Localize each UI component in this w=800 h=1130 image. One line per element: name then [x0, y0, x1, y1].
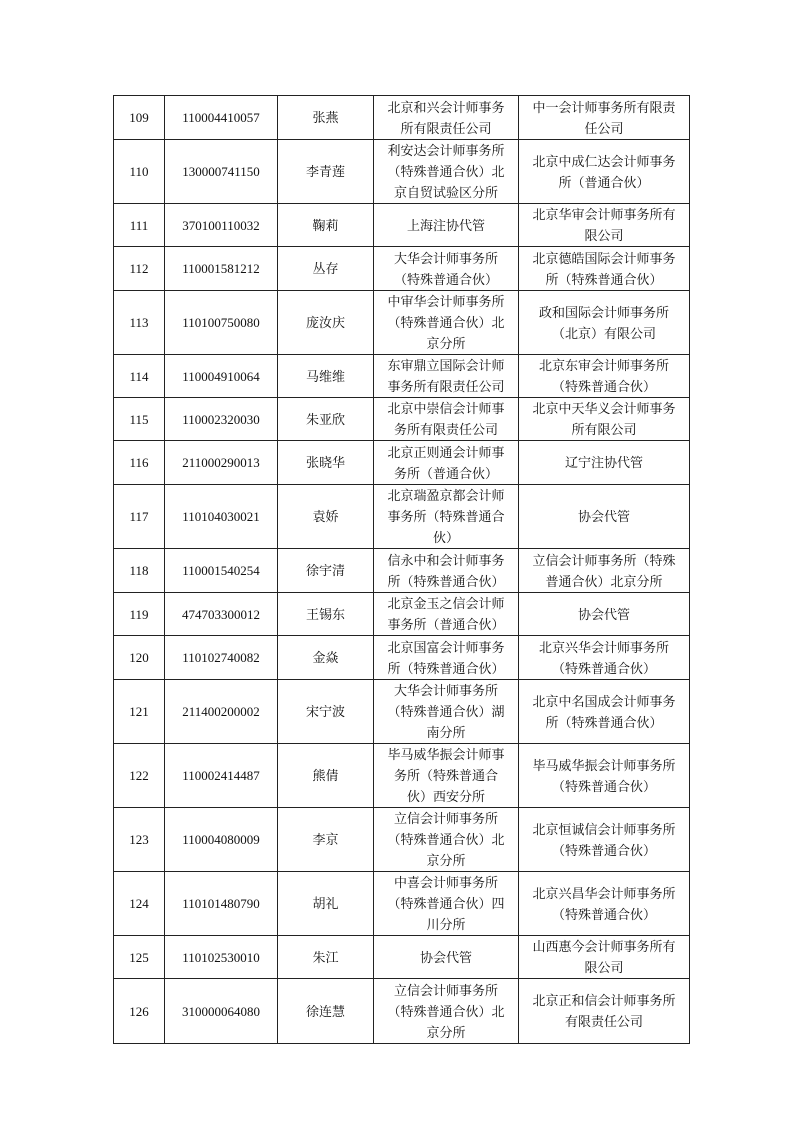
to-firm-cell: 立信会计师事务所（特殊普通合伙）北京分所: [519, 549, 690, 593]
table-body: [114, 96, 690, 1044]
person-name-cell: 鞠莉: [278, 204, 374, 247]
from-firm-cell: 大华会计师事务所（特殊普通合伙）: [374, 247, 519, 291]
table-row: [114, 441, 690, 485]
person-name-cell: 熊倩: [278, 744, 374, 808]
to-firm-cell: 协会代管: [519, 593, 690, 636]
row-number-cell: 112: [114, 247, 165, 291]
table-row: [114, 680, 690, 744]
person-name-cell: 马维维: [278, 355, 374, 398]
table-row: [114, 872, 690, 936]
row-number-cell: 124: [114, 872, 165, 936]
to-firm-cell: 辽宁注协代管: [519, 441, 690, 485]
certificate-number-cell: 211000290013: [165, 441, 278, 485]
to-firm-cell: 北京恒诚信会计师事务所（特殊普通合伙）: [519, 808, 690, 872]
row-number-cell: 123: [114, 808, 165, 872]
table-row: [114, 593, 690, 636]
row-number-cell: 125: [114, 936, 165, 979]
certificate-number-cell: 110004410057: [165, 96, 278, 140]
table-row: [114, 936, 690, 979]
person-name-cell: 袁娇: [278, 485, 374, 549]
from-firm-cell: 立信会计师事务所（特殊普通合伙）北京分所: [374, 979, 519, 1044]
person-name-cell: 王锡东: [278, 593, 374, 636]
person-name-cell: 丛存: [278, 247, 374, 291]
table-row: [114, 204, 690, 247]
row-number-cell: 126: [114, 979, 165, 1044]
certificate-number-cell: 110102530010: [165, 936, 278, 979]
from-firm-cell: 利安达会计师事务所（特殊普通合伙）北京自贸试验区分所: [374, 140, 519, 204]
to-firm-cell: 山西惠今会计师事务所有限公司: [519, 936, 690, 979]
certificate-number-cell: 370100110032: [165, 204, 278, 247]
to-firm-cell: 北京华审会计师事务所有限公司: [519, 204, 690, 247]
certificate-number-cell: 110004910064: [165, 355, 278, 398]
to-firm-cell: 毕马威华振会计师事务所（特殊普通合伙）: [519, 744, 690, 808]
person-name-cell: 张燕: [278, 96, 374, 140]
table-row: [114, 355, 690, 398]
table-row: [114, 485, 690, 549]
to-firm-cell: 北京中名国成会计师事务所（特殊普通合伙）: [519, 680, 690, 744]
table-row: [114, 549, 690, 593]
from-firm-cell: 北京和兴会计师事务所有限责任公司: [374, 96, 519, 140]
certificate-number-cell: 110101480790: [165, 872, 278, 936]
from-firm-cell: 中审华会计师事务所（特殊普通合伙）北京分所: [374, 291, 519, 355]
row-number-cell: 111: [114, 204, 165, 247]
from-firm-cell: 协会代管: [374, 936, 519, 979]
from-firm-cell: 中喜会计师事务所（特殊普通合伙）四川分所: [374, 872, 519, 936]
certificate-number-cell: 211400200002: [165, 680, 278, 744]
certificate-number-cell: 110001581212: [165, 247, 278, 291]
person-name-cell: 李青莲: [278, 140, 374, 204]
table-row: [114, 808, 690, 872]
row-number-cell: 115: [114, 398, 165, 441]
person-name-cell: 胡礼: [278, 872, 374, 936]
row-number-cell: 121: [114, 680, 165, 744]
to-firm-cell: 北京东审会计师事务所（特殊普通合伙）: [519, 355, 690, 398]
certificate-number-cell: 110004080009: [165, 808, 278, 872]
person-name-cell: 金焱: [278, 636, 374, 680]
person-name-cell: 张晓华: [278, 441, 374, 485]
table-row: [114, 979, 690, 1044]
person-name-cell: 李京: [278, 808, 374, 872]
row-number-cell: 120: [114, 636, 165, 680]
table-row: [114, 247, 690, 291]
certificate-number-cell: 310000064080: [165, 979, 278, 1044]
to-firm-cell: 北京中成仁达会计师事务所（普通合伙）: [519, 140, 690, 204]
from-firm-cell: 立信会计师事务所（特殊普通合伙）北京分所: [374, 808, 519, 872]
to-firm-cell: 北京正和信会计师事务所有限责任公司: [519, 979, 690, 1044]
from-firm-cell: 北京金玉之信会计师事务所（普通合伙）: [374, 593, 519, 636]
row-number-cell: 119: [114, 593, 165, 636]
row-number-cell: 118: [114, 549, 165, 593]
person-name-cell: 徐连慧: [278, 979, 374, 1044]
from-firm-cell: 北京中崇信会计师事务所有限责任公司: [374, 398, 519, 441]
table-row: [114, 636, 690, 680]
table-row: [114, 744, 690, 808]
row-number-cell: 114: [114, 355, 165, 398]
row-number-cell: 110: [114, 140, 165, 204]
to-firm-cell: 中一会计师事务所有限责任公司: [519, 96, 690, 140]
certificate-number-cell: 130000741150: [165, 140, 278, 204]
from-firm-cell: 上海注协代管: [374, 204, 519, 247]
to-firm-cell: 北京德皓国际会计师事务所（特殊普通合伙）: [519, 247, 690, 291]
from-firm-cell: 东审鼎立国际会计师事务所有限责任公司: [374, 355, 519, 398]
person-name-cell: 朱江: [278, 936, 374, 979]
from-firm-cell: 大华会计师事务所（特殊普通合伙）湖南分所: [374, 680, 519, 744]
table-row: [114, 96, 690, 140]
certificate-number-cell: 110001540254: [165, 549, 278, 593]
to-firm-cell: 北京中天华义会计师事务所有限公司: [519, 398, 690, 441]
row-number-cell: 117: [114, 485, 165, 549]
table-row: [114, 291, 690, 355]
to-firm-cell: 协会代管: [519, 485, 690, 549]
row-number-cell: 113: [114, 291, 165, 355]
certificate-number-cell: 110104030021: [165, 485, 278, 549]
table-row: [114, 398, 690, 441]
person-name-cell: 庞汝庆: [278, 291, 374, 355]
from-firm-cell: 信永中和会计师事务所（特殊普通合伙）: [374, 549, 519, 593]
certificate-number-cell: 110102740082: [165, 636, 278, 680]
person-name-cell: 宋宁波: [278, 680, 374, 744]
table-row: [114, 140, 690, 204]
row-number-cell: 116: [114, 441, 165, 485]
person-name-cell: 朱亚欣: [278, 398, 374, 441]
from-firm-cell: 北京国富会计师事务所（特殊普通合伙）: [374, 636, 519, 680]
to-firm-cell: 政和国际会计师事务所（北京）有限公司: [519, 291, 690, 355]
to-firm-cell: 北京兴昌华会计师事务所（特殊普通合伙）: [519, 872, 690, 936]
row-number-cell: 109: [114, 96, 165, 140]
certificate-number-cell: 110002320030: [165, 398, 278, 441]
from-firm-cell: 北京瑞盈京都会计师事务所（特殊普通合伙）: [374, 485, 519, 549]
certificate-number-cell: 110100750080: [165, 291, 278, 355]
from-firm-cell: 毕马威华振会计师事务所（特殊普通合伙）西安分所: [374, 744, 519, 808]
to-firm-cell: 北京兴华会计师事务所（特殊普通合伙）: [519, 636, 690, 680]
transfer-table: [113, 95, 690, 1044]
person-name-cell: 徐宇清: [278, 549, 374, 593]
certificate-number-cell: 474703300012: [165, 593, 278, 636]
row-number-cell: 122: [114, 744, 165, 808]
certificate-number-cell: 110002414487: [165, 744, 278, 808]
from-firm-cell: 北京正则通会计师事务所（普通合伙）: [374, 441, 519, 485]
